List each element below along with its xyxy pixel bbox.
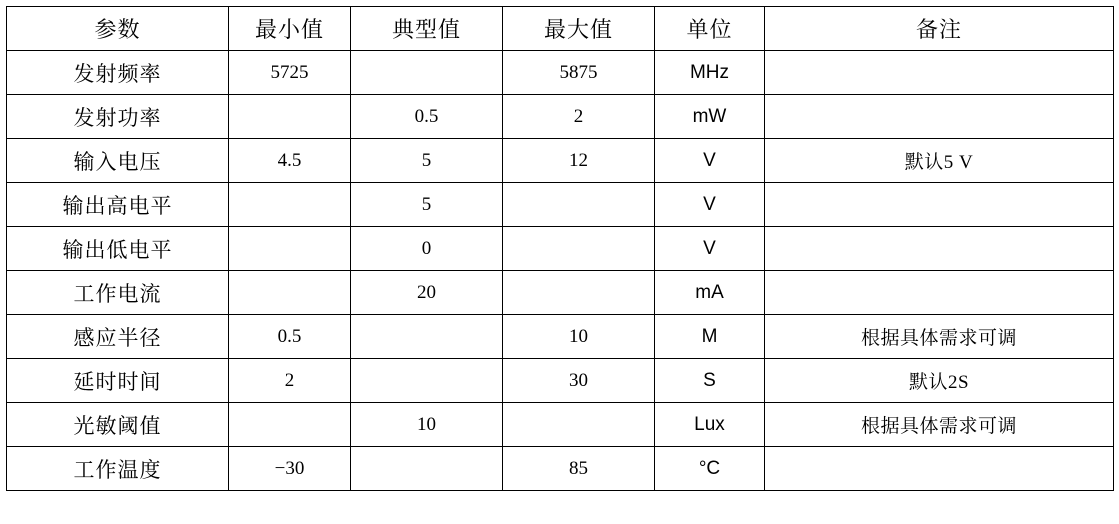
- cell-max: 85: [503, 447, 655, 491]
- table-row: [7, 95, 1114, 139]
- cell-min: −30: [229, 447, 351, 491]
- cell-typical: [351, 359, 503, 403]
- cell-max: [503, 227, 655, 271]
- column-header-min: 最小值: [229, 7, 351, 51]
- column-header-max: 最大值: [503, 7, 655, 51]
- cell-typical: 0: [351, 227, 503, 271]
- cell-min: 2: [229, 359, 351, 403]
- column-header-unit: 单位: [655, 7, 765, 51]
- cell-parameter: 发射频率: [7, 51, 229, 95]
- cell-remark: [765, 183, 1114, 227]
- cell-parameter: 输出高电平: [7, 183, 229, 227]
- table-row: [7, 447, 1114, 491]
- table-row: [7, 139, 1114, 183]
- table-row: [7, 227, 1114, 271]
- cell-min: [229, 95, 351, 139]
- cell-parameter: 输出低电平: [7, 227, 229, 271]
- cell-parameter: 输入电压: [7, 139, 229, 183]
- cell-typical: 0.5: [351, 95, 503, 139]
- cell-max: [503, 271, 655, 315]
- cell-typical: [351, 447, 503, 491]
- cell-min: [229, 227, 351, 271]
- cell-parameter: 感应半径: [7, 315, 229, 359]
- cell-unit: V: [655, 227, 765, 271]
- cell-parameter: 发射功率: [7, 95, 229, 139]
- cell-min: 5725: [229, 51, 351, 95]
- cell-max: 10: [503, 315, 655, 359]
- cell-typical: 5: [351, 183, 503, 227]
- cell-remark: [765, 447, 1114, 491]
- table-header-row: [7, 7, 1114, 51]
- cell-unit: V: [655, 139, 765, 183]
- cell-typical: [351, 51, 503, 95]
- table-row: [7, 183, 1114, 227]
- table-row: [7, 271, 1114, 315]
- cell-remark: [765, 51, 1114, 95]
- cell-unit: MHz: [655, 51, 765, 95]
- cell-max: 5875: [503, 51, 655, 95]
- cell-remark: 根据具体需求可调: [765, 315, 1114, 359]
- table-row: [7, 359, 1114, 403]
- cell-remark: 默认5 V: [765, 139, 1114, 183]
- cell-max: 2: [503, 95, 655, 139]
- cell-max: 30: [503, 359, 655, 403]
- cell-unit: S: [655, 359, 765, 403]
- cell-remark: [765, 271, 1114, 315]
- cell-typical: [351, 315, 503, 359]
- cell-min: [229, 271, 351, 315]
- cell-max: [503, 183, 655, 227]
- cell-unit: mA: [655, 271, 765, 315]
- cell-typical: 20: [351, 271, 503, 315]
- cell-remark: [765, 95, 1114, 139]
- cell-parameter: 光敏阈值: [7, 403, 229, 447]
- cell-typical: 10: [351, 403, 503, 447]
- cell-unit: M: [655, 315, 765, 359]
- cell-max: 12: [503, 139, 655, 183]
- table-row: [7, 315, 1114, 359]
- cell-remark: 根据具体需求可调: [765, 403, 1114, 447]
- column-header-parameter: 参数: [7, 7, 229, 51]
- cell-max: [503, 403, 655, 447]
- cell-unit: V: [655, 183, 765, 227]
- cell-typical: 5: [351, 139, 503, 183]
- cell-parameter: 工作电流: [7, 271, 229, 315]
- cell-min: [229, 183, 351, 227]
- cell-unit: Lux: [655, 403, 765, 447]
- table-row: [7, 403, 1114, 447]
- cell-remark: 默认2S: [765, 359, 1114, 403]
- table-row: [7, 51, 1114, 95]
- specification-table: [6, 6, 1114, 491]
- cell-parameter: 工作温度: [7, 447, 229, 491]
- cell-remark: [765, 227, 1114, 271]
- cell-unit: mW: [655, 95, 765, 139]
- cell-parameter: 延时时间: [7, 359, 229, 403]
- cell-min: [229, 403, 351, 447]
- cell-min: 0.5: [229, 315, 351, 359]
- cell-min: 4.5: [229, 139, 351, 183]
- cell-unit: °C: [655, 447, 765, 491]
- column-header-remark: 备注: [765, 7, 1114, 51]
- column-header-typical: 典型值: [351, 7, 503, 51]
